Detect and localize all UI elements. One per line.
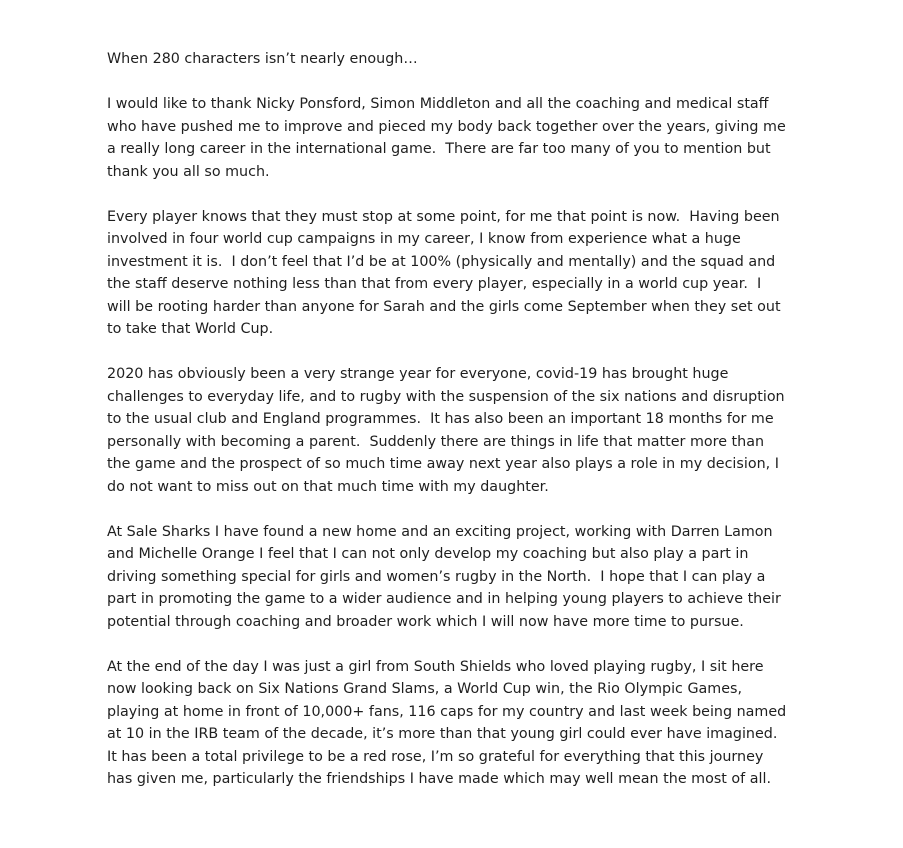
paragraph-3 <box>107 363 807 498</box>
paragraph-line: at 10 in the IRB team of the decade, it’s more than that young girl could ever have imagined. <box>107 726 778 742</box>
paragraph-line: 2020 has obviously been a very strange year for everyone, covid-19 has brought huge <box>107 366 729 382</box>
paragraph-line: driving something special for girls and women’s rugby in the North. I hope that I can play a <box>107 568 766 585</box>
paragraph-2 <box>107 206 807 341</box>
paragraph-line: investment it is. I don’t feel that I’d be at 100% (physically and mentally) and the squad and <box>107 253 776 270</box>
paragraph-line: involved in four world cup campaigns in my career, I know from experience what a huge <box>107 231 741 247</box>
paragraph-line: has given me, particularly the friendships I have made which may well mean the most of all. <box>107 771 772 787</box>
paragraph-line: to the usual club and England programmes. It has also been an important 18 months for me <box>107 411 774 427</box>
paragraph-line: and Michelle Orange I feel that I can not only develop my coaching but also play a part in <box>107 546 749 562</box>
paragraph-line: Every player knows that they must stop at some point, for me that point is now. Having been <box>107 208 780 225</box>
document-body <box>107 93 807 791</box>
paragraph-line: now looking back on Six Nations Grand Slams, a World Cup win, the Rio Olympic Games, <box>107 681 743 697</box>
heading-line: When 280 characters isn’t nearly enough… <box>107 51 418 67</box>
paragraph-line: At the end of the day I was just a girl from South Shields who loved playing rugby, I sit here <box>107 658 764 675</box>
paragraph-line: will be rooting harder than anyone for Sarah and the girls come September when they set out <box>107 298 781 315</box>
paragraph-line: who have pushed me to improve and pieced my body back together over the years, giving me <box>107 118 786 135</box>
paragraph-line: thank you all so much. <box>107 163 270 180</box>
paragraph-5 <box>107 656 807 791</box>
paragraph-line: do not want to miss out on that much time with my daughter. <box>107 478 549 495</box>
paragraph-line: challenges to everyday life, and to rugby with the suspension of the six nations and disruption <box>107 388 785 405</box>
paragraph-line: potential through coaching and broader work which I will now have more time to pursue. <box>107 613 744 630</box>
paragraph-4 <box>107 521 807 634</box>
paragraph-line: personally with becoming a parent. Suddenly there are things in life that matter more than <box>107 433 765 450</box>
paragraph-1 <box>107 93 807 183</box>
paragraph-line: playing at home in front of 10,000+ fans, 116 caps for my country and last week being named <box>107 703 787 720</box>
paragraph-line: It has been a total privilege to be a red rose, I’m so grateful for everything that this journey <box>107 748 764 765</box>
document-page <box>107 48 807 813</box>
paragraph-line: part in promoting the game to a wider audience and in helping young players to achieve their <box>107 591 781 607</box>
paragraph-line: the game and the prospect of so much time away next year also plays a role in my decision, I <box>107 456 779 472</box>
document-heading <box>107 48 807 71</box>
paragraph-line: to take that World Cup. <box>107 321 274 337</box>
paragraph-line: I would like to thank Nicky Ponsford, Simon Middleton and all the coaching and medical staff <box>107 96 769 112</box>
paragraph-line: a really long career in the international game. There are far too many of you to mention but <box>107 141 771 157</box>
paragraph-line: the staff deserve nothing less than that from every player, especially in a world cup year. I <box>107 276 762 292</box>
paragraph-line: At Sale Sharks I have found a new home and an exciting project, working with Darren Lamon <box>107 523 773 540</box>
